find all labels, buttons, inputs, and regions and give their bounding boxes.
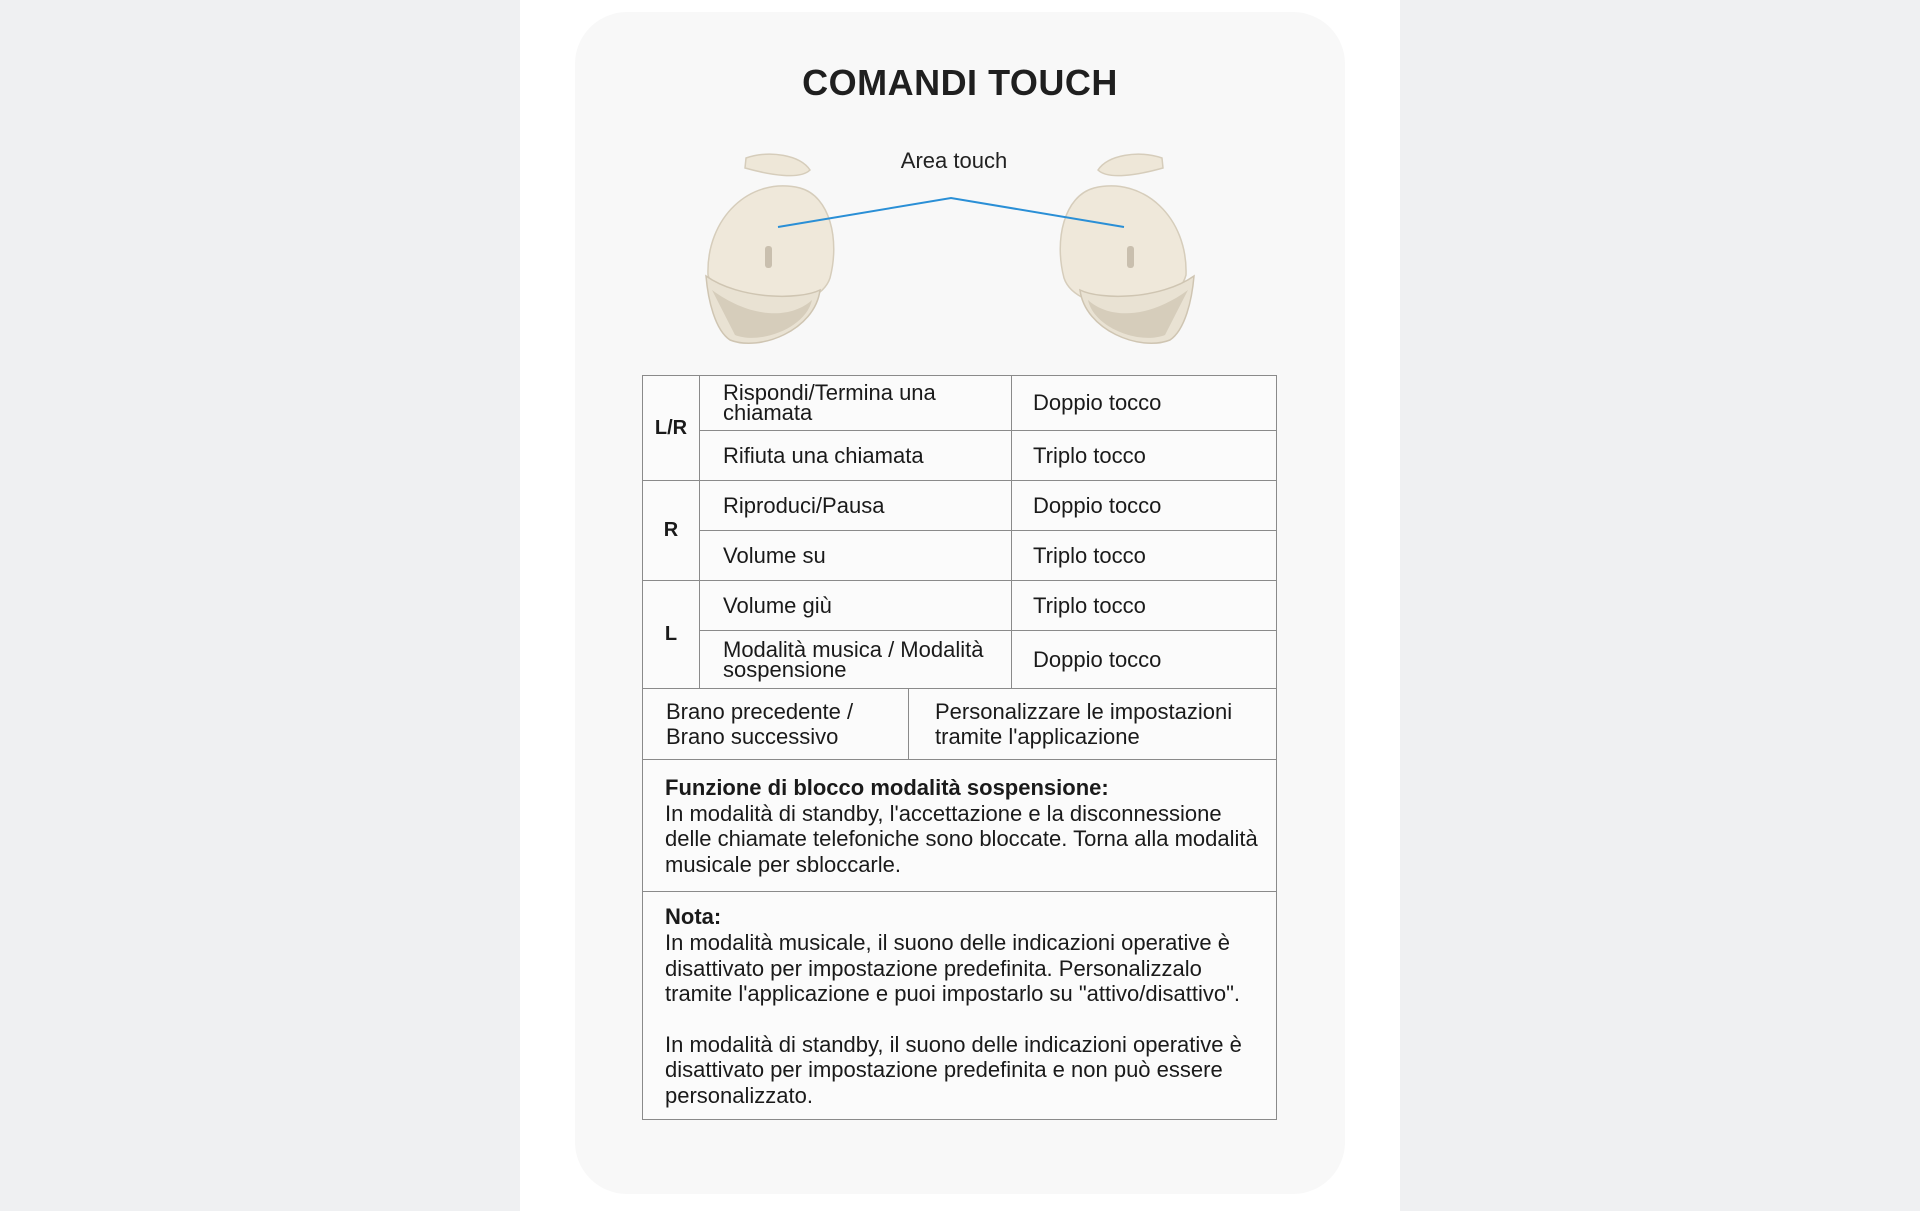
- sleep-lock-text: In modalità di standby, l'accettazione e la disconnessione delle chiamate telefoniche sono bloccate. Torna alla modalità musicale per sbloccarle.: [665, 800, 1258, 877]
- sleep-lock-heading: Funzione di blocco modalità sospensione:: [665, 775, 1109, 800]
- table-row: [700, 376, 1276, 430]
- group-lr: [643, 376, 1276, 480]
- gesture-cell: Doppio tocco: [1033, 390, 1162, 415]
- gesture-cell: Triplo tocco: [1033, 592, 1146, 618]
- earbuds-illustration: [0, 0, 1920, 380]
- table-row: [700, 430, 1276, 480]
- note-paragraph-2: In modalità di standby, il suono delle indicazioni operative è disattivato per impostazione predefinita e non può essere personalizzato.: [665, 1031, 1242, 1108]
- gesture-cell: Triplo tocco: [1033, 542, 1146, 568]
- gesture-cell: Doppio tocco: [1033, 646, 1162, 672]
- note-paragraph-1: In modalità musicale, il suono delle indicazioni operative è disattivato per impostazione predefinita. Personalizzalo tramite l'applicazione e puoi impostarlo su "attivo/disattivo".: [665, 929, 1240, 1007]
- track-row: [643, 688, 1276, 759]
- group-l: [643, 580, 1276, 688]
- side-label: R: [643, 481, 700, 580]
- right-earbud-icon: [1060, 154, 1194, 343]
- sleep-lock-row: [643, 759, 1276, 891]
- note-row: [643, 891, 1276, 1118]
- table-row: [700, 481, 1276, 530]
- table-row: [700, 630, 1276, 688]
- touch-area-label: Area touch: [900, 148, 1008, 173]
- gesture-cell: Triplo tocco: [1033, 442, 1146, 468]
- table-row: [700, 581, 1276, 630]
- track-action-cell: Brano precedente / Brano successivo: [643, 689, 909, 759]
- left-earbud-icon: [706, 154, 834, 343]
- touch-controls-table: [642, 375, 1277, 1120]
- side-label: L/R: [643, 376, 700, 480]
- action-cell: Modalità musica / Modalità sospensione: [700, 631, 1012, 688]
- gesture-cell: Doppio tocco: [1033, 492, 1162, 518]
- action-cell: Riproduci/Pausa: [700, 481, 1012, 530]
- track-gesture-cell: Personalizzare le impostazioni tramite l'applicazione: [935, 699, 1233, 749]
- side-label: L: [643, 581, 700, 688]
- action-cell: Rispondi/Termina una chiamata: [700, 376, 1012, 430]
- action-cell: Volume su: [700, 531, 1012, 580]
- table-row: [700, 530, 1276, 580]
- note-heading: Nota:: [665, 904, 722, 930]
- group-r: [643, 480, 1276, 580]
- action-cell: Rifiuta una chiamata: [700, 431, 1012, 480]
- page-title: COMANDI TOUCH: [802, 62, 1118, 103]
- action-cell: Volume giù: [700, 581, 1012, 630]
